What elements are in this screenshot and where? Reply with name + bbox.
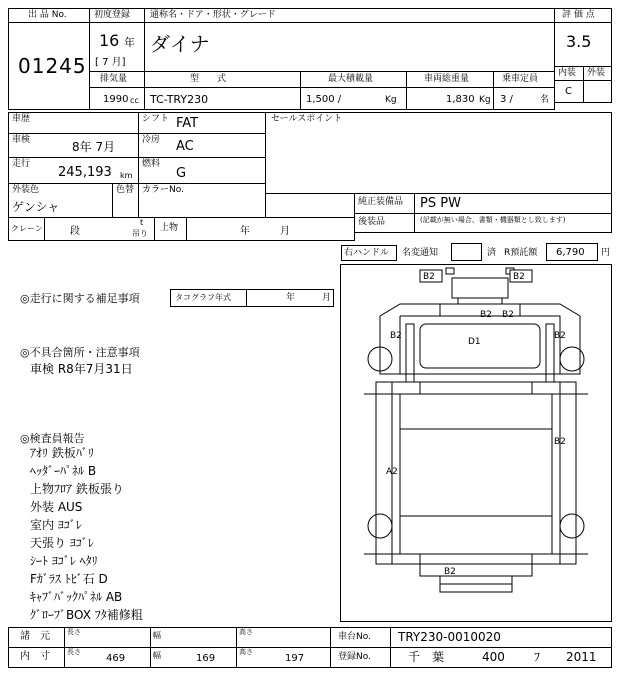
lot-number: 01245 (18, 54, 87, 78)
flag-right-hand-text: 右ハンドル (344, 248, 390, 258)
aftermarket-note: (記載が無い場合、書類・機器類とし致します) (420, 216, 566, 224)
length-label: 長さ (67, 648, 81, 656)
flag-name-change-text: 名変通知 (402, 248, 439, 258)
first-reg-year: 16 (99, 31, 120, 50)
length-label: 長さ (67, 628, 81, 636)
max-load-label: 最大積載量 (328, 74, 374, 84)
height-label: 高さ (239, 628, 253, 636)
model-label: 通称名・ドア・形状・グレード (150, 10, 276, 20)
width-label: 幅 (153, 651, 161, 660)
gross-weight-unit: Kg (479, 95, 491, 105)
capacity-label: 乗車定員 (502, 74, 539, 84)
gross-weight-value: 1,830 (446, 94, 475, 105)
reg-area: 千 葉 (408, 650, 445, 664)
bed-date: 年 月 (240, 226, 290, 237)
color-value: ゲンシャ (12, 200, 60, 214)
shift-value: FAT (176, 116, 199, 131)
history-label: 車歴 (12, 114, 31, 124)
inspector-line: 外装 AUS (30, 500, 83, 514)
first-reg-label: 初度登録 (94, 10, 131, 20)
damage-mark: B2 (502, 310, 514, 320)
gross-weight-label: 車両総重量 (424, 74, 470, 84)
supplement-label: ◎走行に関する補足事項 (20, 292, 140, 305)
score-value: 3.5 (566, 32, 592, 51)
inspector-line: 室内 ﾖｺﾞﾚ (30, 518, 82, 532)
displacement-label: 排気量 (100, 74, 128, 84)
inspector-line: ｸﾞﾛｰﾌﾞBOX ﾌﾀ補修粗 (30, 608, 143, 622)
displacement-value: 1990 (103, 94, 129, 105)
damage-mark: B2 (390, 331, 402, 341)
crane-label: クレーン (11, 224, 43, 233)
inner-width: 169 (196, 653, 216, 664)
width-label: 幅 (153, 631, 161, 640)
name-change-check (451, 243, 482, 261)
tacho-value: 年 月 (286, 293, 332, 303)
fuel-label: 燃料 (142, 159, 161, 169)
interior-label: 内装 (558, 68, 577, 78)
aircon-value: AC (176, 139, 194, 154)
damage-mark: B2 (513, 272, 525, 282)
inner-height: 197 (285, 653, 305, 664)
exterior-label: 外装 (587, 68, 606, 78)
mileage-unit: km (120, 171, 133, 180)
vehicle-condition-diagram (340, 264, 612, 622)
crane-stage: 段 (70, 226, 80, 237)
defect-line: 車検 R8年7月31日 (30, 362, 133, 376)
color-code-label: カラーNo. (142, 185, 184, 195)
damage-mark: B2 (480, 310, 492, 320)
max-load-value: 1,500 / (306, 94, 342, 105)
inspector-line: ｱｵﾘ 鉄板ﾊﾞﾘ (30, 446, 94, 460)
inner-length: 469 (106, 653, 126, 664)
type-label: 型 式 (190, 74, 227, 84)
inner-label: 内 寸 (20, 651, 50, 662)
damage-mark: B2 (554, 331, 566, 341)
model-name: ダイナ (150, 32, 210, 56)
yen-label: 円 (601, 248, 611, 258)
inspector-line: 上物ﾌﾛｱ 鉄板張り (30, 482, 124, 496)
bed-label: 上物 (160, 223, 179, 233)
color-change-label: 色替 (116, 185, 135, 195)
fuel-value: G (176, 166, 187, 181)
chassis-number: TRY230-0010020 (398, 630, 501, 644)
defect-label: ◎不具合箇所・注意事項 (20, 346, 140, 359)
crane-ton: t (140, 218, 144, 227)
recycle-status: 済 (487, 248, 497, 258)
interior-grade: C (565, 86, 572, 97)
lot-label: 出 品 No. (28, 10, 67, 20)
max-load-unit: Kg (385, 95, 397, 105)
capacity-value: 3 / (500, 94, 513, 105)
first-reg-year-unit: 年 (124, 36, 135, 49)
sales-point-label: セールスポイント (271, 114, 343, 124)
tacho-label: タコグラフ年式 (175, 293, 231, 302)
capacity-unit: 名 (540, 95, 550, 105)
reg-label: 登録No. (338, 652, 371, 662)
crane-row (8, 217, 355, 241)
mileage-value: 245,193 (58, 165, 112, 180)
aftermarket-label: 後装品 (358, 217, 386, 227)
aircon-label: 冷房 (142, 135, 161, 145)
mileage-label: 走行 (12, 159, 31, 169)
reg-class: 400 (482, 650, 505, 664)
reg-number: 2011 (566, 650, 597, 664)
damage-mark: A2 (386, 467, 398, 477)
height-label: 高さ (239, 648, 253, 656)
inspector-label: ◎検査員報告 (20, 432, 85, 445)
score-label: 評 価 点 (562, 10, 595, 20)
recycle-label: R預託額 (504, 248, 538, 258)
equipment-label: 純正装備品 (358, 197, 404, 207)
equipment-value: PS PW (420, 196, 461, 211)
damage-mark: B2 (444, 567, 456, 577)
inspector-line: Fｶﾞﾗｽ ﾄﾋﾞ石 D (30, 572, 108, 586)
inspection-value: 8年 7月 (72, 140, 116, 154)
dims-label: 諸 元 (20, 631, 50, 642)
inspector-line: ｼｰﾄ ﾖｺﾞﾚ ﾍﾀﾘ (30, 554, 98, 568)
inspector-line: ｷｬﾌﾞﾊﾞｯｸﾊﾟﾈﾙ AB (30, 590, 123, 604)
recycle-amount: 6,790 (556, 247, 585, 258)
inspection-label: 車検 (12, 135, 31, 145)
first-reg-month: [ 7 月] (95, 57, 126, 68)
reg-kana: ﾌ (534, 650, 541, 664)
chassis-label: 車台No. (338, 632, 371, 642)
color-label: 外装色 (12, 185, 40, 195)
sales-point-box (265, 112, 612, 194)
inspector-line: 天張り ﾖｺﾞﾚ (30, 536, 94, 550)
damage-mark: D1 (468, 337, 481, 347)
shift-label: シフト (142, 114, 170, 124)
damage-mark: B2 (554, 437, 566, 447)
type-value: TC-TRY230 (150, 93, 209, 106)
displacement-unit: cc (130, 96, 139, 105)
crane-hang: 吊り (132, 229, 148, 238)
inspector-line: ﾍｯﾀﾞｰﾊﾟﾈﾙ B (30, 464, 97, 478)
damage-mark: B2 (423, 272, 435, 282)
